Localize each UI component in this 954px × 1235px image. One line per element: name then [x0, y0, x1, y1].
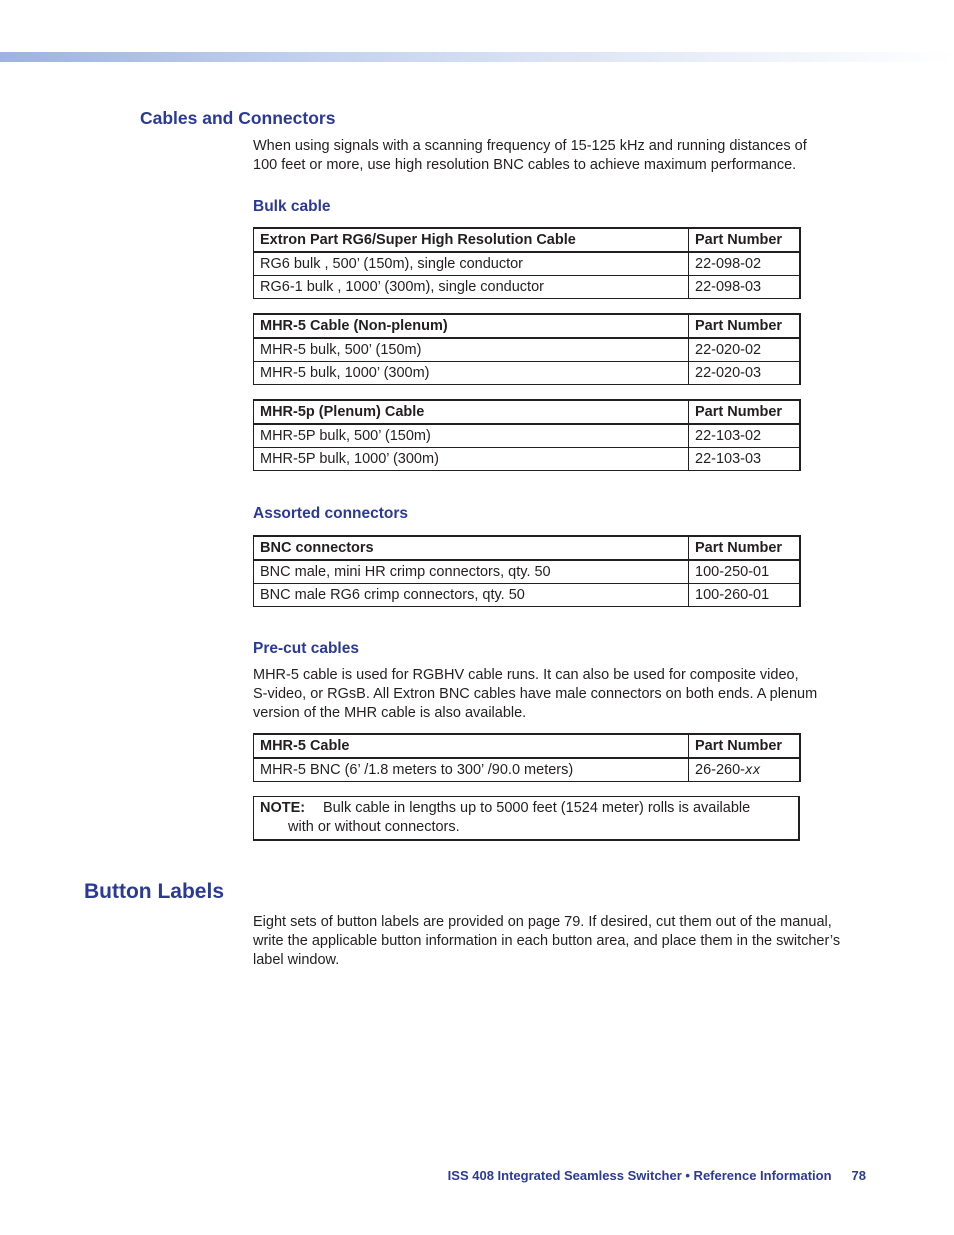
- precut-line-3: version of the MHR cable is also available.: [253, 705, 527, 721]
- table-cell: BNC male RG6 crimp connectors, qty. 50: [254, 584, 689, 607]
- precut-line-2: S-video, or RGsB. All Extron BNC cables have male connectors on both ends. A plenum: [253, 686, 818, 702]
- table-cell: MHR-5 bulk, 1000’ (300m): [254, 362, 689, 385]
- precut-line-1: MHR-5 cable is used for RGBHV cable runs. It can also be used for composite video,: [253, 667, 799, 683]
- bulk-table-mhr5: [253, 313, 801, 385]
- section-title-cables: Cables and Connectors: [140, 108, 336, 128]
- subsection-title-assorted: Assorted connectors: [253, 505, 409, 522]
- header-cell: Part Number: [689, 228, 801, 252]
- table-cell: 22-098-03: [689, 276, 801, 299]
- table-cell: 22-020-03: [689, 362, 801, 385]
- table-row: [254, 560, 801, 584]
- table-cell: MHR-5 BNC (6’ /1.8 meters to 300’ /90.0 meters): [254, 758, 689, 782]
- table-cell: 22-098-02: [689, 252, 801, 276]
- table-header-row: [254, 314, 801, 338]
- header-cell: Part Number: [689, 734, 801, 758]
- table-cell: MHR-5P bulk, 500’ (150m): [254, 424, 689, 448]
- note-text-line-1: Bulk cable in lengths up to 5000 feet (1524 meter) rolls is available: [323, 800, 751, 816]
- button-labels-line-1: Eight sets of button labels are provided on page 79. If desired, cut them out of the manual,: [253, 914, 832, 930]
- table-cell: RG6 bulk , 500’ (150m), single conductor: [254, 252, 689, 276]
- table-cell: 22-103-03: [689, 448, 801, 471]
- intro-line-1: When using signals with a scanning frequency of 15-125 kHz and running distances of: [253, 138, 807, 154]
- table-cell: BNC male, mini HR crimp connectors, qty. 50: [254, 560, 689, 584]
- header-cell: Part Number: [689, 314, 801, 338]
- note-label: NOTE:: [260, 800, 306, 816]
- header-cell: MHR-5 Cable (Non-plenum): [254, 314, 689, 338]
- footer-title: ISS 408 Integrated Seamless Switcher • Reference Information: [447, 1168, 832, 1183]
- table-cell: 22-103-02: [689, 424, 801, 448]
- table-header-row: [254, 734, 801, 758]
- table-cell: RG6-1 bulk , 1000’ (300m), single conductor: [254, 276, 689, 299]
- table-row: [254, 758, 801, 782]
- table-header-row: [254, 228, 801, 252]
- table-row: [254, 338, 801, 362]
- part-number-suffix: xx: [744, 763, 761, 778]
- note-text-line-2: with or without connectors.: [288, 819, 460, 835]
- table-row: [254, 448, 801, 471]
- table-row: [254, 584, 801, 607]
- header-gradient-bar: [0, 52, 954, 62]
- assorted-connectors-table: [253, 535, 801, 607]
- table-row: [254, 252, 801, 276]
- table-cell: 22-020-02: [689, 338, 801, 362]
- precut-cable-table: [253, 733, 801, 782]
- table-header-row: [254, 400, 801, 424]
- intro-line-2: 100 feet or more, use high resolution BNC cables to achieve maximum performance.: [253, 157, 797, 173]
- table-row: [254, 276, 801, 299]
- header-cell: Part Number: [689, 400, 801, 424]
- page-number: 78: [851, 1168, 866, 1183]
- table-header-row: [254, 536, 801, 560]
- page-footer: [448, 1168, 866, 1183]
- table-row: [254, 362, 801, 385]
- table-cell: MHR-5P bulk, 1000’ (300m): [254, 448, 689, 471]
- part-number-prefix: 26-260-: [695, 762, 745, 778]
- subsection-title-precut: Pre-cut cables: [253, 640, 359, 657]
- table-cell: [689, 758, 801, 782]
- header-cell: Part Number: [689, 536, 801, 560]
- header-cell: Extron Part RG6/Super High Resolution Cable: [254, 228, 689, 252]
- note-box: [253, 796, 800, 841]
- table-cell: 100-250-01: [689, 560, 801, 584]
- table-cell: 100-260-01: [689, 584, 801, 607]
- table-row: [254, 424, 801, 448]
- header-cell: MHR-5 Cable: [254, 734, 689, 758]
- bulk-table-rg6: [253, 227, 801, 299]
- subsection-title-bulk: Bulk cable: [253, 198, 331, 215]
- table-cell: MHR-5 bulk, 500’ (150m): [254, 338, 689, 362]
- button-labels-line-3: label window.: [253, 952, 340, 968]
- header-cell: MHR-5p (Plenum) Cable: [254, 400, 689, 424]
- bulk-table-mhr5p: [253, 399, 801, 471]
- header-cell: BNC connectors: [254, 536, 689, 560]
- button-labels-line-2: write the applicable button information in each button area, and place them in the switcher’s: [253, 933, 841, 949]
- section-title-button-labels: Button Labels: [84, 880, 224, 903]
